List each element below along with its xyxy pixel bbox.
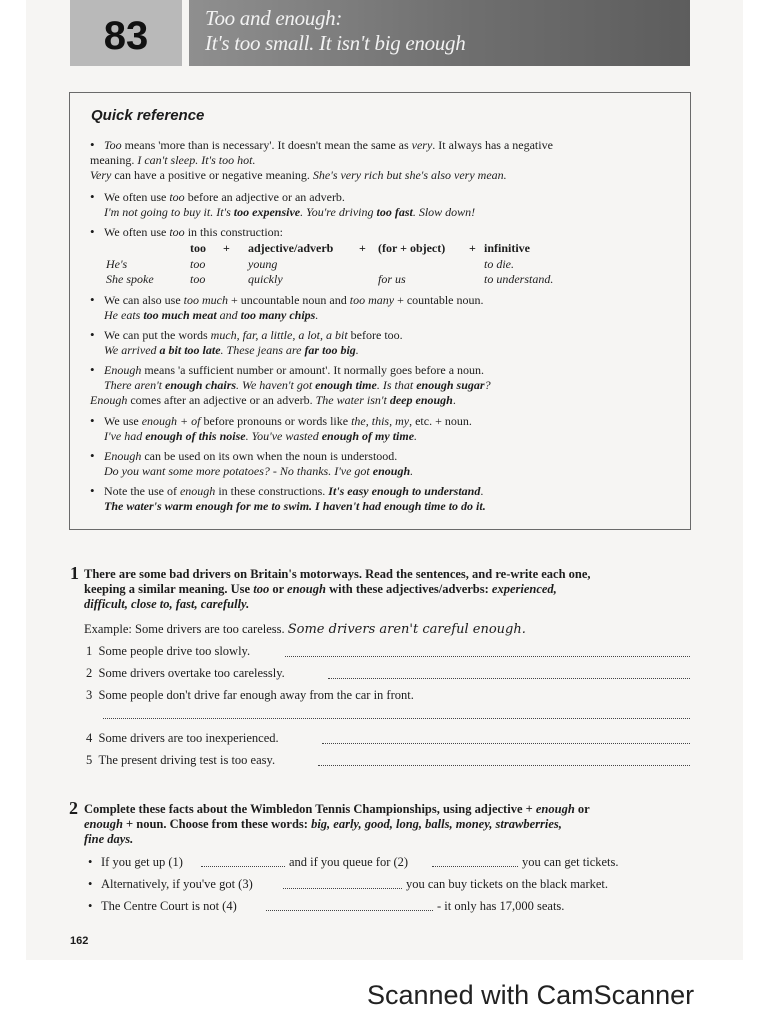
table-cell: He's: [106, 257, 128, 271]
table-cell: to understand.: [484, 272, 554, 286]
bullet-icon: •: [90, 292, 95, 307]
ref-example: Do you want some more potatoes? - No thanks. I've got enough.: [104, 464, 414, 478]
table-header: +: [359, 241, 366, 255]
answer-blank-4[interactable]: [266, 910, 433, 911]
ref-line: We can put the words much, far, a little, a lot, a bit before too.: [104, 328, 403, 342]
ref-line: Enough can be used on its own when the noun is understood.: [104, 449, 398, 463]
ref-line: Enough means 'a sufficient number or amount'. It normally goes before a noun.: [104, 363, 485, 377]
ref-example: There aren't enough chairs. We haven't got enough time. Is that enough sugar?: [104, 378, 491, 392]
exercise-item-text: The Centre Court is not (4): [101, 899, 237, 913]
ref-line: meaning. I can't sleep. It's too hot.: [90, 153, 256, 167]
answer-line[interactable]: [285, 656, 690, 657]
exercise-number: 2: [69, 798, 78, 818]
ref-line: Note the use of enough in these constructions. It's easy enough to understand.: [104, 484, 484, 498]
exercise-item-text: - it only has 17,000 seats.: [437, 899, 565, 913]
exercise-instruction: Complete these facts about the Wimbledon Tennis Championships, using adjective + enough or: [84, 802, 590, 816]
answer-line[interactable]: [103, 718, 690, 719]
bullet-icon: •: [88, 855, 93, 869]
exercise-number: 1: [70, 563, 79, 583]
ref-line: Very can have a positive or negative meaning. She's very rich but she's also very mean.: [90, 168, 507, 182]
exercise-item-text: Alternatively, if you've got (3): [101, 877, 253, 891]
unit-title-line1: Too and enough:: [205, 6, 343, 30]
ref-line: Enough comes after an adjective or an adverb. The water isn't deep enough.: [90, 393, 456, 407]
bullet-icon: •: [90, 362, 95, 377]
answer-blank-2[interactable]: [432, 866, 518, 867]
table-cell: too: [190, 257, 206, 271]
table-cell: She spoke: [106, 272, 154, 286]
ref-example: I'm not going to buy it. It's too expensive. You're driving too fast. Slow down!: [104, 205, 476, 219]
ref-example: I've had enough of this noise. You've wasted enough of my time.: [104, 429, 418, 443]
answer-line[interactable]: [322, 743, 690, 744]
page-number: 162: [70, 935, 89, 947]
exercise-item-text: and if you queue for (2): [289, 855, 409, 869]
exercise-item: 1 Some people drive too slowly.: [86, 644, 251, 658]
exercise-item: 5 The present driving test is too easy.: [86, 753, 276, 767]
ref-example: We arrived a bit too late. These jeans are far too big.: [104, 343, 359, 357]
table-header: too: [190, 241, 206, 255]
bullet-icon: •: [90, 327, 95, 342]
unit-number: 83: [70, 0, 182, 66]
exercise-item: 2 Some drivers overtake too carelessly.: [86, 666, 285, 680]
exercise-instruction: fine days.: [84, 832, 134, 846]
example-line: Example: Some drivers are too careless. Some drivers aren't careful enough.: [84, 622, 526, 637]
bullet-icon: •: [88, 877, 93, 891]
quick-reference-title: Quick reference: [91, 107, 205, 124]
unit-title-bar: [189, 0, 690, 66]
table-header: +: [469, 241, 476, 255]
answer-line[interactable]: [318, 765, 690, 766]
ref-line: We often use too before an adjective or an adverb.: [104, 190, 345, 204]
ref-example: He eats too much meat and too many chips.: [104, 308, 319, 322]
bullet-icon: •: [90, 224, 95, 239]
ref-example: The water's warm enough for me to swim. I haven't had enough time to do it.: [104, 499, 486, 513]
ref-line: We often use too in this construction:: [104, 225, 284, 239]
bullet-icon: •: [90, 448, 95, 463]
exercise-item-text: you can get tickets.: [522, 855, 619, 869]
exercise-item: 3 Some people don't drive far enough away from the car in front.: [86, 688, 414, 702]
exercise-instruction: keeping a similar meaning. Use too or enough with these adjectives/adverbs: experienced,: [84, 582, 557, 596]
ref-line: We can also use too much + uncountable noun and too many + countable noun.: [104, 293, 484, 307]
answer-line[interactable]: [328, 678, 690, 679]
table-header: infinitive: [484, 241, 531, 255]
exercise-item: 4 Some drivers are too inexperienced.: [86, 731, 279, 745]
ref-line: We use enough + of before pronouns or words like the, this, my, etc. + noun.: [104, 414, 472, 428]
exercise-instruction: There are some bad drivers on Britain's motorways. Read the sentences, and re-write each one,: [84, 567, 591, 581]
bullet-icon: •: [90, 137, 95, 152]
bullet-icon: •: [88, 899, 93, 913]
answer-blank-1[interactable]: [201, 866, 285, 867]
exercise-instruction: enough + noun. Choose from these words: big, early, good, long, balls, money, strawberries,: [84, 817, 562, 831]
ref-line: Too means 'more than is necessary'. It doesn't mean the same as very. It always has a negative: [104, 138, 553, 152]
exercise-item-text: you can buy tickets on the black market.: [406, 877, 609, 891]
table-cell: quickly: [248, 272, 283, 286]
table-cell: for us: [378, 272, 406, 286]
table-cell: young: [248, 257, 278, 271]
scanner-watermark: Scanned with CamScanner: [367, 980, 695, 1010]
table-header: +: [223, 241, 230, 255]
table-cell: too: [190, 272, 206, 286]
unit-title-line2: It's too small. It isn't big enough: [205, 31, 466, 55]
exercise-item-text: If you get up (1): [101, 855, 183, 869]
table-cell: to die.: [484, 257, 514, 271]
exercise-instruction: difficult, close to, fast, carefully.: [84, 597, 250, 611]
quick-reference-box: [69, 92, 691, 530]
bullet-icon: •: [90, 413, 95, 428]
bullet-icon: •: [90, 483, 95, 498]
table-header: adjective/adverb: [248, 241, 334, 255]
bullet-icon: •: [90, 189, 95, 204]
answer-blank-3[interactable]: [283, 888, 402, 889]
table-header: (for + object): [378, 241, 446, 255]
